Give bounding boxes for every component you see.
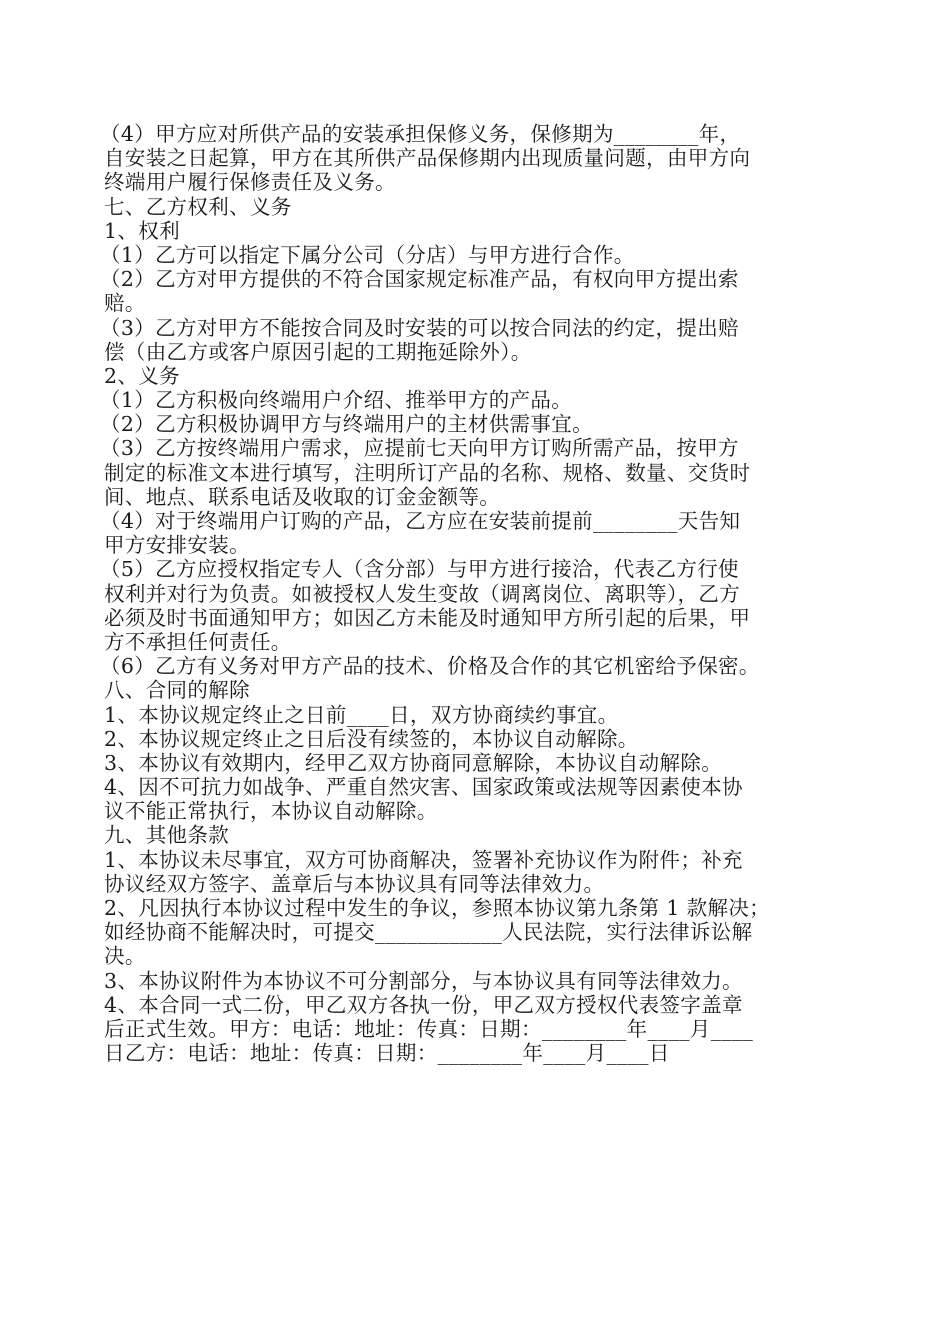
text-line: 如经协商不能解决时，可提交____________人民法院，实行法律诉讼解 [104,920,753,945]
text-line: 间、地点、联系电话及收取的订金金额等。 [104,484,501,509]
text-line: 权利并对行为负责。如被授权人发生变故（调离岗位、离职等），乙方 [104,581,741,606]
text-line: 自安装之日起算，甲方在其所供产品保修期内出现质量问题，由甲方向 [104,146,751,171]
text-line: （3）乙方按终端用户需求，应提前七天向甲方订购所需产品，按甲方 [100,436,739,461]
text-line: 2、本协议规定终止之日后没有续签的，本协议自动解除。 [104,726,639,751]
text-line: 2、凡因执行本协议过程中发生的争议，参照本协议第九条第 1 款解决； [104,896,771,920]
text-line: 偿（由乙方或客户原因引起的工期拖延除外）。 [104,339,532,364]
text-line: （2）乙方对甲方提供的不符合国家规定标准产品，有权向甲方提出索 [100,267,739,292]
text-line: （1）乙方积极向终端用户介绍、推举甲方的产品。 [100,388,573,413]
text-line: （2）乙方积极协调甲方与终端用户的主材供需事宜。 [100,412,593,437]
text-line: 4、因不可抗力如战争、严重自然灾害、国家政策或法规等因素使本协 [104,775,743,800]
text-line: 1、本协议规定终止之日前____日，双方协商续约事宜。 [104,702,619,727]
text-line: （5）乙方应授权指定专人（含分部）与甲方进行接洽，代表乙方行使 [100,557,739,582]
text-line: 1、本协议未尽事宜，双方可协商解决，签署补充协议作为附件；补充 [104,847,743,872]
text-line: 七、乙方权利、义务 [104,194,292,219]
text-line: 必须及时书面通知甲方；如因乙方未能及时通知甲方所引起的后果，甲 [104,605,751,630]
text-line: 制定的标准文本进行填写，注明所订产品的名称、规格、数量、交货时 [104,460,751,485]
text-line: 4、本合同一式二份，甲乙双方各执一份，甲乙双方授权代表签字盖章 [104,992,743,1017]
text-line: 九、其他条款 [104,823,230,848]
text-line: 协议经双方签字、盖章后与本协议具有同等法律效力。 [104,871,605,896]
text-line: 3、本协议有效期内，经甲乙双方协商同意解除，本协议自动解除。 [104,750,723,775]
text-line: 终端用户履行保修责任及义务。 [104,170,396,195]
text-line: 1、权利 [104,218,180,243]
text-line: （1）乙方可以指定下属分公司（分店）与甲方进行合作。 [100,242,635,267]
text-line: 2、义务 [104,363,180,388]
text-line: 后正式生效。甲方：电话：地址：传真：日期：________年____月____ [104,1016,754,1041]
text-line: 议不能正常执行，本协议自动解除。 [104,799,438,824]
text-line: 八、合同的解除 [104,678,250,703]
text-line: 甲方安排安装。 [104,533,250,558]
text-line: 方不承担任何责任。 [104,629,292,654]
text-line: （6）乙方有义务对甲方产品的技术、价格及合作的其它机密给予保密。 [100,654,760,679]
text-line: 赔。 [104,291,146,316]
text-line: （3）乙方对甲方不能按合同及时安装的可以按合同法的约定，提出赔 [100,315,739,340]
text-line: 决。 [104,944,146,969]
text-line: 日乙方：电话：地址：传真：日期：________年____月____日 [104,1041,670,1066]
document-body [100,122,856,1066]
text-line: （4）对于终端用户订购的产品，乙方应在安装前提前________天告知 [100,509,741,533]
text-line: 3、本协议附件为本协议不可分割部分，与本协议具有同等法律效力。 [104,968,743,993]
text-line: （4）甲方应对所供产品的安装承担保修义务，保修期为________年， [100,122,741,146]
